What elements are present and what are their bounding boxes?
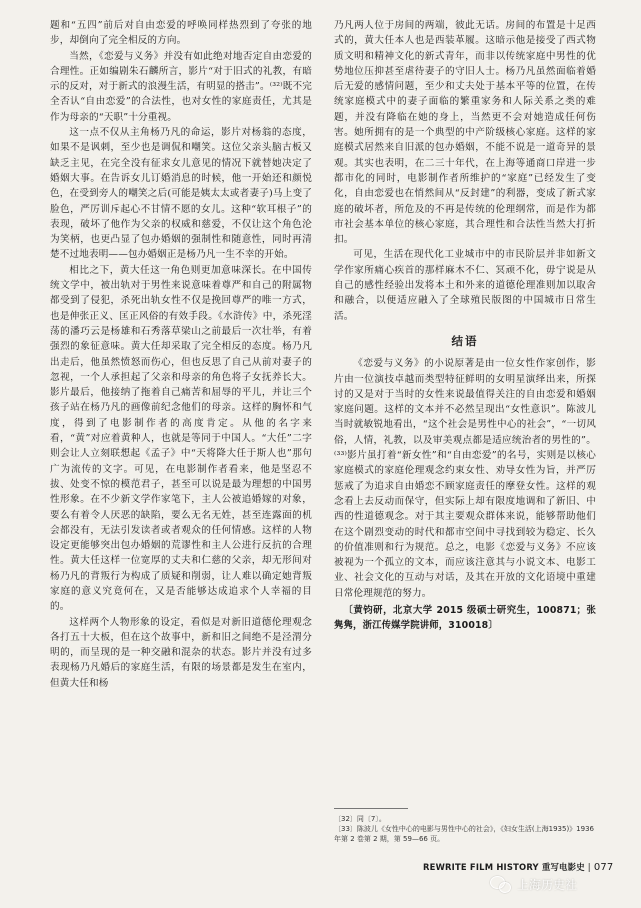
paragraph: 当然，《恋爱与义务》并没有如此绝对地否定自由恋爱的合理性。正如编剧朱石麟所言，影片“对于旧式的礼教，有暗示的反对，对于新式的浪漫生活，有明显的搭击”。⁽³²⁾既不完全否认“自由恋爱”的合法性，也对女性的家庭责任，尤其是作为母亲的“天职”十分重视。 [50, 50, 312, 123]
right-column [334, 18, 596, 633]
paragraph: 这样两个人物形象的设定，看似是对新旧道德伦理观念各打五十大板，但在这个故事中，新和旧之间绝不是泾渭分明的，而呈现的是一种交融和混杂的状态。影片并没有过多表现杨乃凡婚后的家庭生活，有限的场景都是发生在室内，但黄大任和杨 [50, 616, 312, 689]
watermark-text: 上海历史社 [517, 877, 578, 892]
author-info: 〔黄钧研，北京大学 2015 级硕士研究生，100871；张隽隽，浙江传媒学院讲师，310018〕 [334, 604, 596, 631]
footnote-divider [334, 808, 408, 809]
chat-bubbles-icon [490, 874, 512, 894]
paragraph: 乃凡两人位于房间的两端，彼此无话。房间的布置是十足西式的，黄大任本人也是西装革履。这暗示他是接受了西式物质文明和精神文化的新式青年，而非以传统家庭中男性的优势地位压抑甚至虐待妻子的守旧人士。杨乃凡虽然面临着婚后无爱的感情问题，至少和丈夫处于基本平等的位置，在传统家庭模式中的妻子面临的繁重家务和人际关系之类的难题，并没有降临在她的身上，当然更不会对她造成任何伤害。她所拥有的是一个典型的中产阶级核心家庭。这样的家庭模式居然来自旧派的包办婚姻，不能不说是一道奇异的景观。其实也表明，在二三十年代，在上海等通商口岸进一步都市化的同时，电影制作者所维护的“家庭”已经发生了变化，自由恋爱也在悄然间从“反封建”的利器，变成了新式家庭的破坏者，所危及的不再是传统的伦理纲常，而是作为都市社会基本单位的核心家庭，其合理性和合法性当然大打折扣。 [334, 20, 596, 246]
footnote: 〔32〕同〔7〕。 [334, 815, 386, 823]
page-footer [423, 861, 614, 873]
journal-name: REWRITE FILM HISTORY 重写电影史 [423, 862, 585, 872]
footnotes [334, 814, 596, 844]
footer-separator: | [587, 862, 591, 872]
page-number: 077 [593, 862, 614, 873]
footnote: 〔33〕陈波儿《女性中心的电影与男性中心的社会》，《妇女生活(上海1935)》1936 年第 2 卷第 2 期，第 59—66 页。 [334, 825, 594, 843]
paragraph: 题和“五四”前后对自由恋爱的呼唤同样热烈到了夸张的地步，却倒向了完全相反的方向。 [50, 20, 312, 47]
paragraph: 相比之下，黄大任这一角色则更加意味深长。在中国传统文学中，被出轨对于男性来说意味着尊严和自己的附属物都受到了侵犯，杀死出轨女性不仅是挽回尊严的唯一方式，也是伸张正义、匡正风俗的有效手段。《水浒传》中，杀死淫荡的潘巧云是杨雄和石秀落草梁山之前最后一次壮举，有着强烈的象征意味。黄大任却采取了完全相反的态度。杨乃凡出走后，他虽然愤怒而伤心，但也反思了自己从前对妻子的忽视，一个人承担起了父亲和母亲的角色将子女抚养长大。影片最后，他接纳了拖着自己痛苦和屈辱的平儿，并让三个孩子站在杨乃凡的画像前纪念他们的母亲。这样的胸怀和气度，得到了电影制作者的高度肯定。从他的名字来看，“黄”对应着黄种人，也就是等同于中国人。“大任”二字则会让人立刻联想起《孟子》中“天将降大任于斯人也”那句广为流传的文字。可见，在电影制作者看来，他是坚忍不拔、处变不惊的模范君子，甚至可以说是最为理想的中国男性形象。在不少新文学作家笔下，主人公被追婚嫁的对象，要么有着令人厌恶的缺陷，要么无名无姓，甚至连露面的机会都没有，无法引发读者或者观众的任何情感。这样的人物设定更能够突出包办婚姻的荒谬性和主人公进行反抗的合理性。黄大任这样一位宽厚的丈夫和仁慈的父亲，却无形间对杨乃凡的背叛行为构成了质疑和削弱，让人难以确定她背叛家庭的意义究竟何在，又是否能够达成追求个人幸福的目的。 [50, 264, 312, 613]
section-title: 结语 [451, 333, 479, 348]
left-column [50, 18, 312, 691]
paragraph: 可见，生活在现代化工业城市中的市民阶层并非如新文学作家所痛心疾首的那样麻木不仁、冥顽不化，毋宁说是从自己的感性经验出发将本土和外来的道德伦理准则加以取舍和融合，以便适应融入了全球殖民版图的中国城市日常生活。 [334, 249, 596, 322]
watermark [490, 874, 577, 894]
paragraph: 这一点不仅从主角杨乃凡的命运，影片对杨翁的态度，如果不是讽刺，至少也是调侃和嘲笑。这位父亲头脑古板又缺乏主见，在完全没有征求女儿意见的情况下就替她决定了婚姻大事。在告诉女儿订婚消息的时候，他一开始还和颜悦色，在受到旁人的嘲笑之后(可能是姨太太或者妻子)马上变了脸色，严厉训斥起心不甘情不愿的女儿。这种“软耳根子”的表现，破坏了他作为父亲的权威和慈爱，不仅让这个角色沦为笑柄，也更凸显了包办婚姻的强制性和随意性，同时再清楚不过地表明——包办婚姻正是杨乃凡一生不幸的开始。 [50, 127, 312, 261]
paragraph: 《恋爱与义务》的小说原著是由一位女性作家创作，影片由一位演技卓越而类型特征鲜明的女明星演绎出来，所探讨的又是对于当时的女性来说最值得关注的自由恋爱和婚姻家庭问题。这样的文本并不必然呈现出“女性意识”。陈波儿当时就敏锐地看出，“这个社会是男性中心的社会”，“一切风俗，人情，礼教，以及审美观点都是适应统治者的男性的”。⁽³³⁾影片虽打着“新女性”和“自由恋爱”的名号，实则是以核心家庭模式的家庭伦理观念约束女性、劝导女性为旨，并严厉惩戒了为追求自由婚恋不顾家庭责任的摩登女性。这样的观念看上去反动而保守，但实际上却有限度地调和了新旧、中西的性道德观念。对于其主要观众群体来说，能够帮助他们在这个剧烈变动的时代和都市空间中寻找到较为稳定、长久的价值准则和行为规范。总之，电影《恋爱与义务》不应该被视为一个孤立的文本，而应该注意其与小说文本、电影工业、社会文化的互动与对话，及其在开放的文化语境中重建日常伦理规范的努力。 [334, 358, 596, 599]
